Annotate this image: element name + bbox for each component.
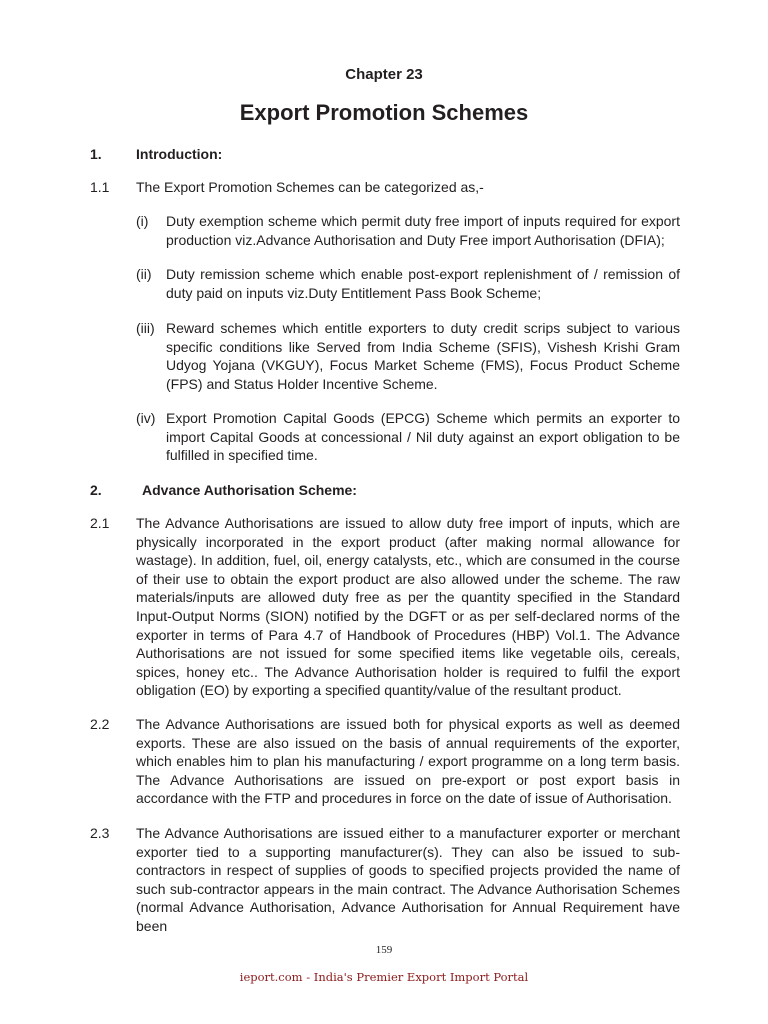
page-number: 159	[375, 944, 393, 956]
section-number: 2.	[90, 482, 102, 498]
section-1-heading	[90, 145, 680, 164]
list-item	[136, 409, 680, 465]
page-title: Export Promotion Schemes	[239, 100, 529, 125]
list-item-text: Duty remission scheme which enable post-export replenishment of / remission of duty paid on inputs viz.Duty Entitlement Pass Book Scheme;	[166, 266, 680, 301]
paragraph-text: The Advance Authorisations are issued either to a manufacturer exporter or merchant exporter tied to a supporting manufacturer(s). They can also be issued to sub-contractors in respect of supplies of goods to specified projects provided the name of such sub-contractor appears in the main contract. The Advance Authorisation Schemes (normal Advance Authorisation, Advance Authorisation for Annual Requirement have been	[136, 825, 680, 934]
chapter-label: Chapter 23	[345, 66, 423, 83]
paragraph-1-1	[90, 178, 680, 197]
list-item	[136, 265, 680, 302]
list-item	[136, 319, 680, 393]
list-item-text: Duty exemption scheme which permit duty free import of inputs required for export production viz.Advance Authorisation and Duty Free import Authorisation (DFIA);	[166, 213, 680, 248]
paragraph-number: 2.3	[90, 825, 110, 841]
section-title: Introduction:	[136, 146, 223, 162]
paragraph-2-2	[90, 715, 680, 808]
list-item-text: Reward schemes which entitle exporters to duty credit scrips subject to various specific conditions like Served from India Scheme (SFIS), Vishesh Krishi Gram Udyog Yojana (VKGUY), Focus Market Scheme (FMS), Focus Product Scheme (FPS) and Status Holder Incentive Scheme.	[166, 320, 680, 392]
paragraph-2-1	[90, 514, 680, 700]
section-title: Advance Authorisation Scheme:	[142, 482, 357, 498]
list-item-marker: (iii)	[136, 320, 155, 336]
list-item-marker: (i)	[136, 213, 149, 229]
paragraph-text: The Advance Authorisations are issued both for physical exports as well as deemed exports. These are also issued on the basis of annual requirements of the exporter, which enables him to plan his manufacturing / export programme on a long term basis. The Advance Authorisations are issued on pre-export or post export basis in accordance with the FTP and procedures in force on the date of issue of Authorisation.	[136, 716, 680, 807]
paragraph-number: 1.1	[90, 179, 110, 195]
footer-text: ieport.com - India's Premier Export Import Portal	[239, 970, 529, 984]
paragraph-2-3	[90, 824, 680, 936]
section-number: 1.	[90, 146, 102, 162]
paragraph-text: The Export Promotion Schemes can be categorized as,-	[136, 179, 484, 195]
list-item	[136, 212, 680, 249]
list-item-marker: (iv)	[136, 410, 156, 426]
list-item-marker: (ii)	[136, 266, 152, 282]
list-item-text: Export Promotion Capital Goods (EPCG) Scheme which permits an exporter to import Capital Goods at concessional / Nil duty against an export obligation to be fulfilled in specified time.	[166, 410, 680, 464]
paragraph-number: 2.2	[90, 716, 110, 732]
paragraph-text: The Advance Authorisations are issued to allow duty free import of inputs, which are physically incorporated in the export product (after making normal allowance for wastage). In addition, fuel, oil, energy catalysts, etc., which are consumed in the course of their use to obtain the export product are also allowed under the scheme. The raw materials/inputs are allowed duty free as per the quantity specified in the Standard Input-Output Norms (SION) notified by the DGFT or as per self-declared norms of the exporter in terms of Para 4.7 of Handbook of Procedures (HBP) Vol.1. The Advance Authorisations are not issued for some specified items like vegetable oils, cereals, spices, honey etc.. The Advance Authorisation holder is required to fulfil the export obligation (EO) by exporting a specified quantity/value of the resultant product.	[136, 515, 680, 699]
paragraph-number: 2.1	[90, 515, 110, 531]
section-2-heading	[90, 481, 680, 500]
